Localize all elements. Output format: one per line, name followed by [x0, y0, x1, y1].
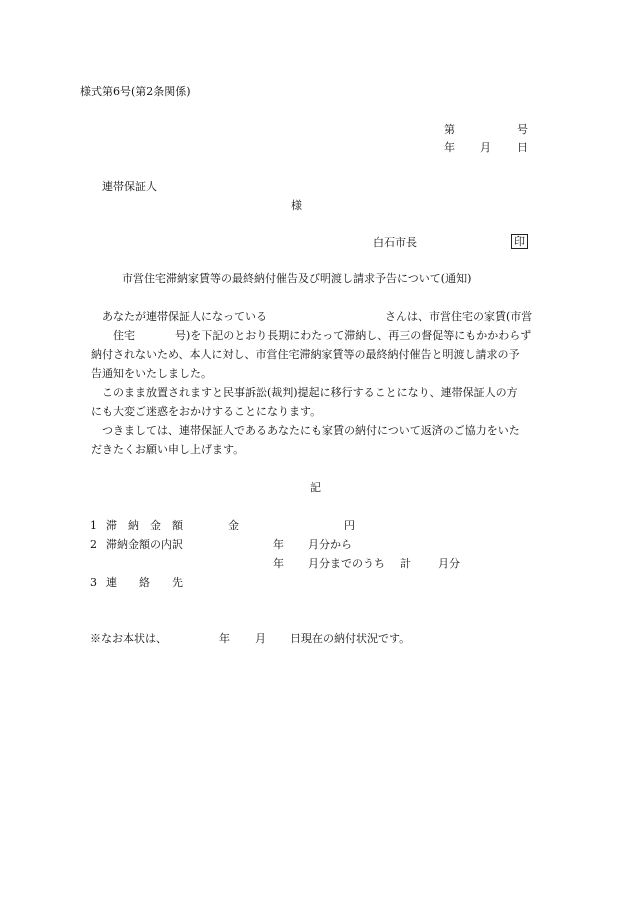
doc-number-suffix: 号 — [517, 123, 528, 136]
item2-row2-month: 月分までのうち — [308, 557, 385, 570]
form-number: 様式第6号(第2条関係) — [80, 85, 191, 98]
item1-kin: 金 — [228, 519, 239, 532]
item2-row2-total-unit: 月分 — [438, 557, 460, 570]
item1-yen: 円 — [344, 519, 355, 532]
item2-row2-year: 年 — [273, 557, 284, 570]
item2-row1-month: 月分から — [308, 538, 352, 551]
seal-stamp: 印 — [511, 234, 528, 249]
body-p1-line2-a: 住宅 — [113, 329, 135, 342]
item2-number: 2 — [90, 538, 97, 551]
body-p1-line3: 納付されないため、本人に対し、市営住宅滞納家賃等の最終納付催告と明渡し請求の予 — [91, 348, 520, 361]
date-month: 月 — [480, 141, 491, 154]
item1-label: 滞 納 金 額 — [106, 519, 183, 532]
note-suffix: 日現在の納付状況です。 — [290, 632, 411, 645]
body-p3-line1: つきましては、連帯保証人であるあなたにも家賃の納付について返済のご協力をいた — [102, 424, 520, 437]
body-p1-line2-b: 号)を下記のとおり長期にわたって滞納し、再三の督促等にもかかわらず — [175, 329, 532, 342]
addressee-honorific: 様 — [291, 199, 302, 212]
body-p1-line1-a: あなたが連帯保証人になっている — [102, 310, 267, 323]
body-p2-line1: このまま放置されますと民事訴訟(裁判)提起に移行することになり、連帯保証人の方 — [102, 386, 518, 399]
document-title: 市営住宅滞納家賃等の最終納付催告及び明渡し請求予告について(通知) — [122, 272, 472, 285]
body-p2-line2: にも大変ご迷惑をおかけすることになります。 — [91, 405, 322, 418]
item3-label: 連 絡 先 — [106, 576, 183, 589]
date-year: 年 — [444, 141, 455, 154]
body-p1-line1-b: さんは、市営住宅の家賃(市営 — [385, 310, 533, 323]
item2-row2-total: 計 — [400, 557, 411, 570]
item3-number: 3 — [90, 576, 97, 589]
body-p3-line2: だきたくお願い申し上げます。 — [91, 443, 245, 456]
addressee-role: 連帯保証人 — [102, 180, 157, 193]
item2-row1-year: 年 — [273, 538, 284, 551]
note-prefix: ※なお本状は、 — [90, 632, 167, 645]
item1-number: 1 — [90, 519, 97, 532]
note-month: 月 — [255, 632, 266, 645]
body-p1-line4: 告通知をいたしました。 — [91, 367, 212, 380]
item2-label: 滞納金額の内訳 — [106, 538, 183, 551]
ki-heading: 記 — [310, 481, 321, 494]
sender-title: 白石市長 — [373, 236, 417, 249]
note-year: 年 — [219, 632, 230, 645]
date-day: 日 — [517, 141, 528, 154]
doc-number-prefix: 第 — [444, 123, 455, 136]
